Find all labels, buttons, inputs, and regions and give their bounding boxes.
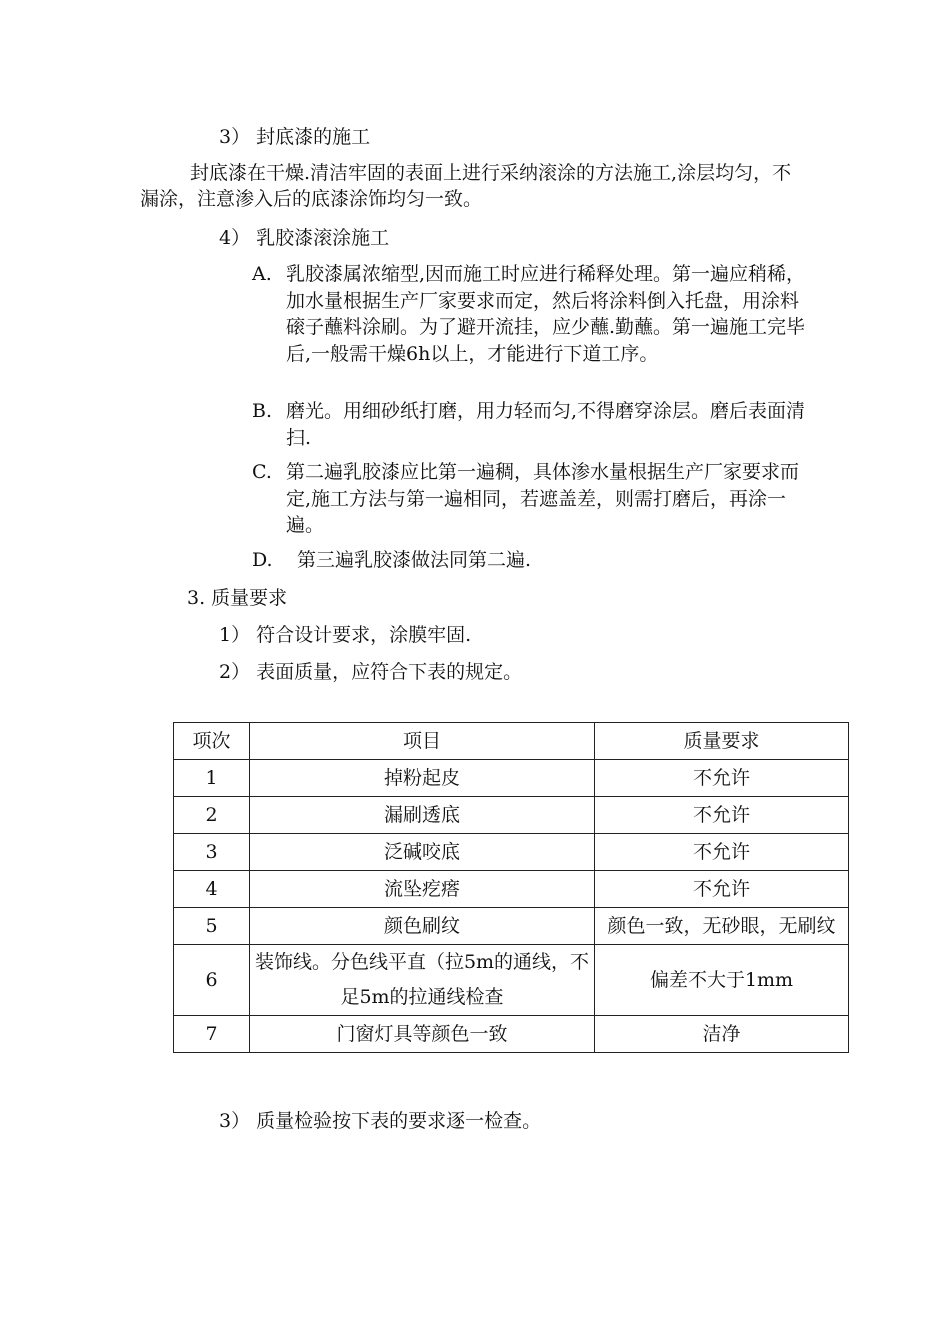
item-label-b: B. [252, 400, 273, 422]
table-cell: 门窗灯具等颜色一致 [250, 1016, 595, 1053]
table-cell: 4 [174, 871, 250, 908]
table-row [174, 1016, 849, 1053]
table-header: 质量要求 [595, 723, 849, 760]
table-header: 项次 [174, 723, 250, 760]
quality-item-2: 2） 表面质量，应符合下表的规定。 [219, 661, 523, 683]
table-cell: 泛碱咬底 [250, 834, 595, 871]
table-cell: 不允许 [595, 760, 849, 797]
table-row [174, 834, 849, 871]
quality-item-3: 3） 质量检验按下表的要求逐一检查。 [219, 1110, 542, 1132]
table-cell: 漏刷透底 [250, 797, 595, 834]
table-cell: 流坠疙瘩 [250, 871, 595, 908]
item-text-d: 第三遍乳胶漆做法同第二遍. [297, 549, 532, 571]
table-cell: 不允许 [595, 834, 849, 871]
table-cell: 洁净 [595, 1016, 849, 1053]
item-text-a: 乳胶漆属浓缩型,因而施工时应进行稀释处理。第一遍应稍稀，加水量根据生产厂家要求而定，然后将涂料倒入托盘，用涂料磙子蘸料涂刷。为了避开流挂，应少蘸.勤蘸。第一遍施工完毕后,一般需干燥6h以上，才能进行下道工序。 [286, 263, 806, 365]
item-label-a: A. [252, 263, 272, 285]
table-header-row [174, 723, 849, 760]
table-cell: 装饰线。分色线平直（拉5m的通线，不足5m的拉通线检查 [250, 945, 595, 1016]
item-text-b: 磨光。用细砂纸打磨，用力轻而匀,不得磨穿涂层。磨后表面清扫. [286, 400, 806, 449]
table-cell: 颜色一致，无砂眼，无刷纹 [595, 908, 849, 945]
table-cell: 1 [174, 760, 250, 797]
sealer-paragraph: 封底漆在干燥.清洁牢固的表面上进行采纳滚涂的方法施工,涂层均匀，不漏涂，注意渗入后的底漆涂饰均匀一致。 [140, 162, 792, 210]
table-cell: 颜色刷纹 [250, 908, 595, 945]
table-cell: 3 [174, 834, 250, 871]
table-cell: 2 [174, 797, 250, 834]
table-row [174, 945, 849, 1016]
section-heading-latex: 4） 乳胶漆滚涂施工 [219, 227, 390, 249]
table-row [174, 871, 849, 908]
table-cell: 不允许 [595, 797, 849, 834]
table-cell: 偏差不大于1mm [595, 945, 849, 1016]
table-row [174, 908, 849, 945]
item-label-d: D. [252, 549, 273, 571]
quality-item-1: 1） 符合设计要求，涂膜牢固. [219, 624, 472, 646]
table-header: 项目 [250, 723, 595, 760]
section-heading-sealer: 3） 封底漆的施工 [219, 126, 371, 148]
table-row [174, 760, 849, 797]
item-text-c: 第二遍乳胶漆应比第一遍稠，具体渗水量根据生产厂家要求而定,施工方法与第一遍相同，若遮盖差，则需打磨后，再涂一遍。 [286, 461, 800, 536]
table-cell: 不允许 [595, 871, 849, 908]
table-cell: 掉粉起皮 [250, 760, 595, 797]
table-cell: 5 [174, 908, 250, 945]
quality-table [173, 722, 849, 1053]
table-cell: 7 [174, 1016, 250, 1053]
item-label-c: C. [252, 461, 272, 483]
table-cell: 6 [174, 945, 250, 1016]
table-row [174, 797, 849, 834]
quality-heading: 3. 质量要求 [187, 587, 288, 609]
